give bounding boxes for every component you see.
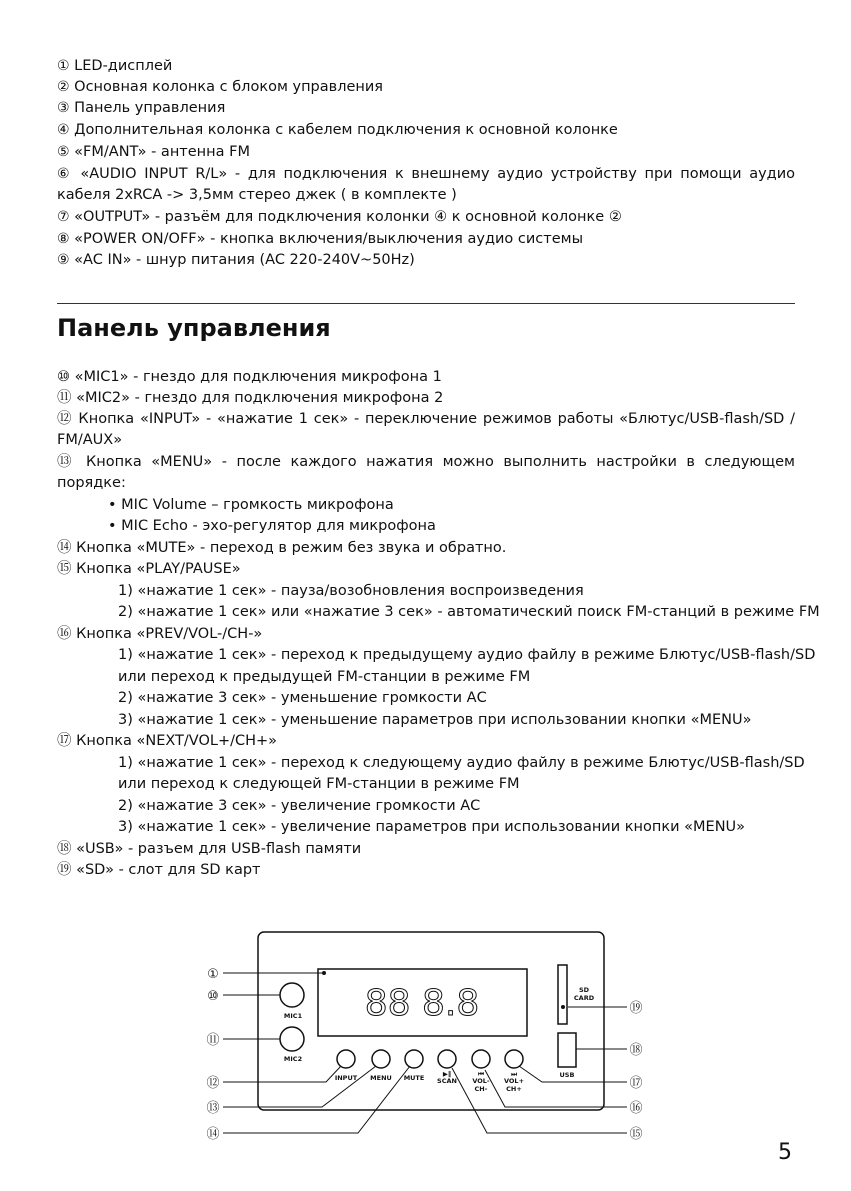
menu-option-volume: • MIC Volume – громкость микрофона <box>108 497 394 513</box>
item-14: ⑭ Кнопка «MUTE» - переход в режим без звука и обратно. <box>57 540 507 556</box>
card-label: CARD <box>573 994 595 1002</box>
item-7: ⑦ «OUTPUT» - разъём для подключения колонки ④ к основной колонке ② <box>57 209 622 225</box>
mic1-jack <box>280 983 304 1007</box>
callout-13: ⑬ <box>206 1101 220 1116</box>
item-4: ④ Дополнительная колонка с кабелем подключения к основной колонке <box>57 122 618 138</box>
item-18: ⑱ «USB» - разъем для USB-flash памяти <box>57 841 362 857</box>
item-1: ① LED-дисплей <box>57 58 173 74</box>
section-title: Панель управления <box>57 314 331 342</box>
mic2-jack <box>280 1027 304 1051</box>
prev-button <box>472 1050 490 1068</box>
input-button <box>337 1050 355 1068</box>
input-label: INPUT <box>334 1074 358 1082</box>
item-17-step-3: 3) «нажатие 1 сек» - увеличение параметров при использовании кнопки «MENU» <box>118 819 746 835</box>
callout-18: ⑱ <box>629 1043 643 1058</box>
callout-17: ⑰ <box>629 1076 643 1091</box>
item-15-step-1: 1) «нажатие 1 сек» - пауза/возобновления воспроизведения <box>118 583 584 599</box>
item-17: ⑰ Кнопка «NEXT/VOL+/CH+» <box>57 733 278 749</box>
usb-port <box>558 1033 576 1067</box>
callout-12: ⑫ <box>206 1076 220 1091</box>
item-11: ⑪ «MIC2» - гнездо для подключения микрофона 2 <box>57 390 444 406</box>
item-9: ⑨ «AC IN» - шнур питания (AC 220-240V~50Hz) <box>57 252 415 268</box>
item-19: ⑲ «SD» - слот для SD карт <box>57 862 261 878</box>
page-number: 5 <box>778 1140 792 1165</box>
item-10: ⑩ «MIC1» - гнездо для подключения микрофона 1 <box>57 369 442 385</box>
callout-19: ⑲ <box>629 1001 643 1016</box>
scan-label: SCAN <box>437 1077 457 1085</box>
callout-15: ⑮ <box>629 1127 643 1142</box>
menu-label: MENU <box>370 1074 392 1082</box>
mute-label: MUTE <box>403 1074 425 1082</box>
item-13: ⑬ Кнопка «MENU» - после каждого нажатия можно выполнить настройки в следующем порядке: <box>57 454 795 491</box>
item-16-step-3: 3) «нажатие 1 сек» - уменьшение параметров при использовании кнопки «MENU» <box>118 712 752 728</box>
item-16: ⑯ Кнопка «PREV/VOL-/CH-» <box>57 626 263 642</box>
callout-16: ⑯ <box>629 1101 643 1116</box>
item-16-step-1-cont: или переход к предыдущей FM-станции в режиме FM <box>118 669 531 685</box>
vol-minus-label: VOL- <box>472 1077 490 1085</box>
item-15: ⑮ Кнопка «PLAY/PAUSE» <box>57 561 241 577</box>
scan-icon: ▶‖ <box>442 1070 452 1078</box>
item-15-step-2: 2) «нажатие 1 сек» или «нажатие 3 сек» - автоматический поиск FM-станций в режиме FM <box>118 604 820 620</box>
menu-option-echo: • MIC Echo - эхо-регулятор для микрофона <box>108 518 436 534</box>
item-17-step-1: 1) «нажатие 1 сек» - переход к следующему аудио файлу в режиме Блютус/USB-flash/SD <box>118 755 805 771</box>
prev-icon: ⏮ <box>478 1070 484 1078</box>
menu-button <box>372 1050 390 1068</box>
sd-label: SD <box>578 986 590 994</box>
item-2: ② Основная колонка с блоком управления <box>57 79 384 95</box>
item-17-step-1-cont: или переход к следующей FM-станции в режиме FM <box>118 776 520 792</box>
mute-button <box>405 1050 423 1068</box>
callout-1: ① <box>207 967 219 982</box>
item-16-step-2: 2) «нажатие 3 сек» - уменьшение громкости АС <box>118 690 487 706</box>
item-3: ③ Панель управления <box>57 100 226 116</box>
next-icon: ⏭ <box>511 1070 517 1078</box>
callout-10: ⑩ <box>207 989 219 1004</box>
callout-14: ⑭ <box>206 1127 220 1142</box>
item-16-step-1: 1) «нажатие 1 сек» - переход к предыдущему аудио файлу в режиме Блютус/USB-flash/SD <box>118 647 816 663</box>
next-button <box>505 1050 523 1068</box>
item-8: ⑧ «POWER ON/OFF» - кнопка включения/выключения аудио системы <box>57 231 584 247</box>
usb-label: USB <box>559 1071 575 1079</box>
ch-minus-label: CH- <box>474 1085 488 1093</box>
mic1-label: MIC1 <box>283 1012 303 1020</box>
sd-slot <box>558 965 567 1024</box>
vol-plus-label: VOL+ <box>503 1077 525 1085</box>
item-17-step-2: 2) «нажатие 3 сек» - увеличение громкости АС <box>118 798 481 814</box>
scan-button <box>438 1050 456 1068</box>
item-6: ⑥ «AUDIO INPUT R/L» - для подключения к внешнему аудио устройству при помощи аудио кабеля 2хRCA -> 3,5мм стерео джек ( в комплекте ) <box>57 166 795 203</box>
item-5: ⑤ «FM/ANT» - антенна FM <box>57 144 250 160</box>
display-digits: 88 8.8 <box>364 983 480 1024</box>
ch-plus-label: CH+ <box>506 1085 522 1093</box>
item-12: ⑫ Кнопка «INPUT» - «нажатие 1 сек» - переключение режимов работы «Блютус/USB-flash/SD / FM/AUX» <box>57 411 795 448</box>
mic2-label: MIC2 <box>283 1055 303 1063</box>
callout-11: ⑪ <box>206 1033 220 1048</box>
